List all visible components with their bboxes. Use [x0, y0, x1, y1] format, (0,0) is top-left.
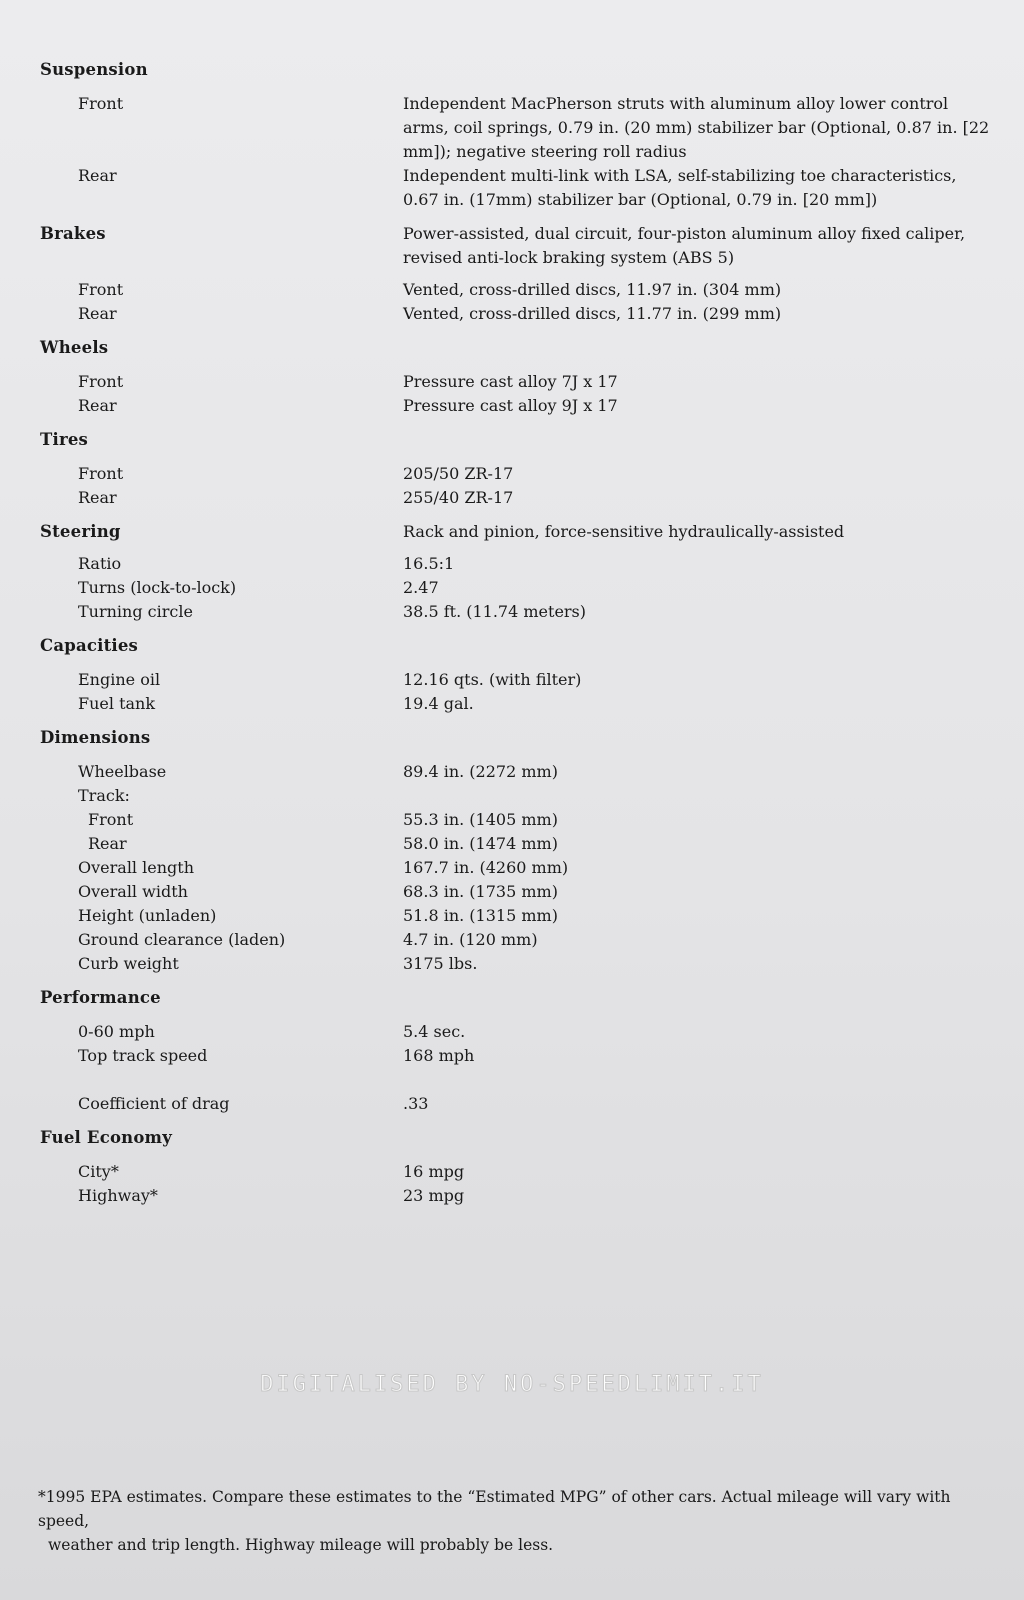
section-header	[40, 222, 990, 270]
spec-row	[40, 1068, 990, 1092]
spacer	[40, 82, 990, 92]
spec-label: Height (unladen)	[78, 906, 217, 925]
spec-row	[40, 600, 990, 624]
spec-value: 16.5:1	[403, 554, 455, 573]
spec-value: 38.5 ft. (11.74 meters)	[403, 602, 587, 621]
spec-value: Vented, cross-drilled discs, 11.77 in. (299 mm)	[403, 304, 782, 323]
spec-label: Front	[78, 94, 124, 113]
spec-value: 68.3 in. (1735 mm)	[403, 882, 558, 901]
spec-section-brakes	[40, 222, 990, 326]
spacer	[40, 750, 990, 760]
spec-label: Curb weight	[78, 954, 179, 973]
spec-row	[40, 832, 990, 856]
spec-section-performance	[40, 986, 990, 1116]
spec-row	[40, 1092, 990, 1116]
spec-row	[40, 808, 990, 832]
spec-section-capacities	[40, 634, 990, 716]
spec-label: Front	[78, 372, 124, 391]
spec-value: 23 mpg	[403, 1186, 465, 1205]
spec-row	[40, 668, 990, 692]
spec-value: 5.4 sec.	[403, 1022, 466, 1041]
section-header	[40, 336, 990, 360]
spec-row	[40, 760, 990, 784]
spec-label: Ground clearance (laden)	[78, 930, 286, 949]
section-title: Performance	[40, 988, 161, 1007]
spec-label: Rear	[78, 488, 117, 507]
spec-label: Overall length	[78, 858, 194, 877]
spec-row	[40, 576, 990, 600]
footnote	[38, 1485, 998, 1557]
spec-label: Fuel tank	[78, 694, 156, 713]
footnote-line-2: weather and trip length. Highway mileage will probably be less.	[48, 1536, 554, 1554]
section-header	[40, 1126, 990, 1150]
spacer	[40, 360, 990, 370]
spec-section-fuel-economy	[40, 1126, 990, 1208]
section-title: Tires	[40, 430, 89, 449]
spacer	[40, 544, 990, 552]
spec-label: Front	[78, 464, 124, 483]
spec-row	[40, 370, 990, 394]
spec-value: Vented, cross-drilled discs, 11.97 in. (304 mm)	[403, 280, 782, 299]
section-summary: Rack and pinion, force-sensitive hydraulically-assisted	[403, 522, 845, 541]
spacer	[40, 1010, 990, 1020]
spec-label: Ratio	[78, 554, 122, 573]
spec-value: 168 mph	[403, 1046, 475, 1065]
spec-section-wheels	[40, 336, 990, 418]
spec-label: Rear	[78, 396, 117, 415]
spec-row	[40, 952, 990, 976]
spec-label: Turning circle	[78, 602, 193, 621]
section-header	[40, 428, 990, 452]
spec-value: 89.4 in. (2272 mm)	[403, 762, 558, 781]
section-title: Brakes	[40, 224, 106, 243]
section-header	[40, 986, 990, 1010]
spec-row	[40, 1184, 990, 1208]
spec-value: 4.7 in. (120 mm)	[403, 930, 538, 949]
spec-row	[40, 880, 990, 904]
spec-label: Highway*	[78, 1186, 158, 1205]
section-title: Capacities	[40, 636, 139, 655]
section-summary: Power-assisted, dual circuit, four-piston aluminum alloy fixed caliper, revised anti-lock braking system (ABS 5)	[403, 224, 966, 267]
section-header	[40, 58, 990, 82]
spec-value: Independent MacPherson struts with aluminum alloy lower control arms, coil springs, 0.79 in. (20 mm) stabilizer bar (Optional, 0.87 in. [22 mm]); negative steering roll radius	[403, 94, 990, 161]
spec-value: 255/40 ZR-17	[403, 488, 514, 507]
spec-label: 0-60 mph	[78, 1022, 155, 1041]
spec-section-suspension	[40, 58, 990, 212]
spec-value: 205/50 ZR-17	[403, 464, 514, 483]
spec-row	[40, 462, 990, 486]
spec-value: Pressure cast alloy 9J x 17	[403, 396, 618, 415]
spec-label: City*	[78, 1162, 119, 1181]
spec-label: Engine oil	[78, 670, 161, 689]
spec-row	[40, 164, 990, 212]
spec-label: Turns (lock-to-lock)	[78, 578, 237, 597]
spec-sheet	[40, 58, 990, 1218]
spec-value: 2.47	[403, 578, 439, 597]
spec-value: 19.4 gal.	[403, 694, 474, 713]
spec-label: Overall width	[78, 882, 188, 901]
spacer	[40, 1150, 990, 1160]
section-header	[40, 726, 990, 750]
section-header	[40, 520, 990, 544]
spec-value: 51.8 in. (1315 mm)	[403, 906, 558, 925]
spec-value: 3175 lbs.	[403, 954, 478, 973]
spec-row	[40, 302, 990, 326]
spacer	[40, 452, 990, 462]
spec-label: Rear	[78, 166, 117, 185]
spec-value: .33	[403, 1094, 429, 1113]
spec-label: Track:	[78, 786, 130, 805]
spec-row	[40, 394, 990, 418]
spec-row	[40, 552, 990, 576]
section-header	[40, 634, 990, 658]
section-title: Wheels	[40, 338, 109, 357]
spec-label: Wheelbase	[78, 762, 167, 781]
spec-label: Rear	[88, 834, 127, 853]
watermark: DIGITALISED BY NO-SPEEDLIMIT.IT	[260, 1372, 764, 1397]
spec-row	[40, 1044, 990, 1068]
spec-section-steering	[40, 520, 990, 624]
spec-section-dimensions	[40, 726, 990, 976]
spec-row	[40, 692, 990, 716]
spec-value: 12.16 qts. (with filter)	[403, 670, 582, 689]
spec-value: 167.7 in. (4260 mm)	[403, 858, 569, 877]
spec-value: 16 mpg	[403, 1162, 465, 1181]
spec-label: Front	[78, 280, 124, 299]
spec-row	[40, 486, 990, 510]
spec-row	[40, 92, 990, 164]
footnote-line-1: *1995 EPA estimates. Compare these estimates to the “Estimated MPG” of other cars. Actual mileage will vary with speed,	[38, 1488, 951, 1530]
spec-value: 55.3 in. (1405 mm)	[403, 810, 558, 829]
spec-row	[40, 904, 990, 928]
spacer	[40, 658, 990, 668]
section-title: Dimensions	[40, 728, 151, 747]
section-title: Suspension	[40, 60, 148, 79]
spec-label: Rear	[78, 304, 117, 323]
spec-label: Coefficient of drag	[78, 1094, 230, 1113]
spec-row	[40, 1020, 990, 1044]
spec-label: Front	[88, 810, 134, 829]
spec-label: Top track speed	[78, 1046, 208, 1065]
spec-row	[40, 856, 990, 880]
spec-value: Independent multi-link with LSA, self-stabilizing toe characteristics, 0.67 in. (17mm) stabilizer bar (Optional, 0.79 in. [20 mm])	[403, 166, 957, 209]
spec-row	[40, 1160, 990, 1184]
spec-row	[40, 278, 990, 302]
section-title: Steering	[40, 522, 121, 541]
spec-value: Pressure cast alloy 7J x 17	[403, 372, 618, 391]
spec-row	[40, 784, 990, 808]
spacer	[40, 270, 990, 278]
spec-row	[40, 928, 990, 952]
spec-value: 58.0 in. (1474 mm)	[403, 834, 558, 853]
spec-section-tires	[40, 428, 990, 510]
section-title: Fuel Economy	[40, 1128, 173, 1147]
